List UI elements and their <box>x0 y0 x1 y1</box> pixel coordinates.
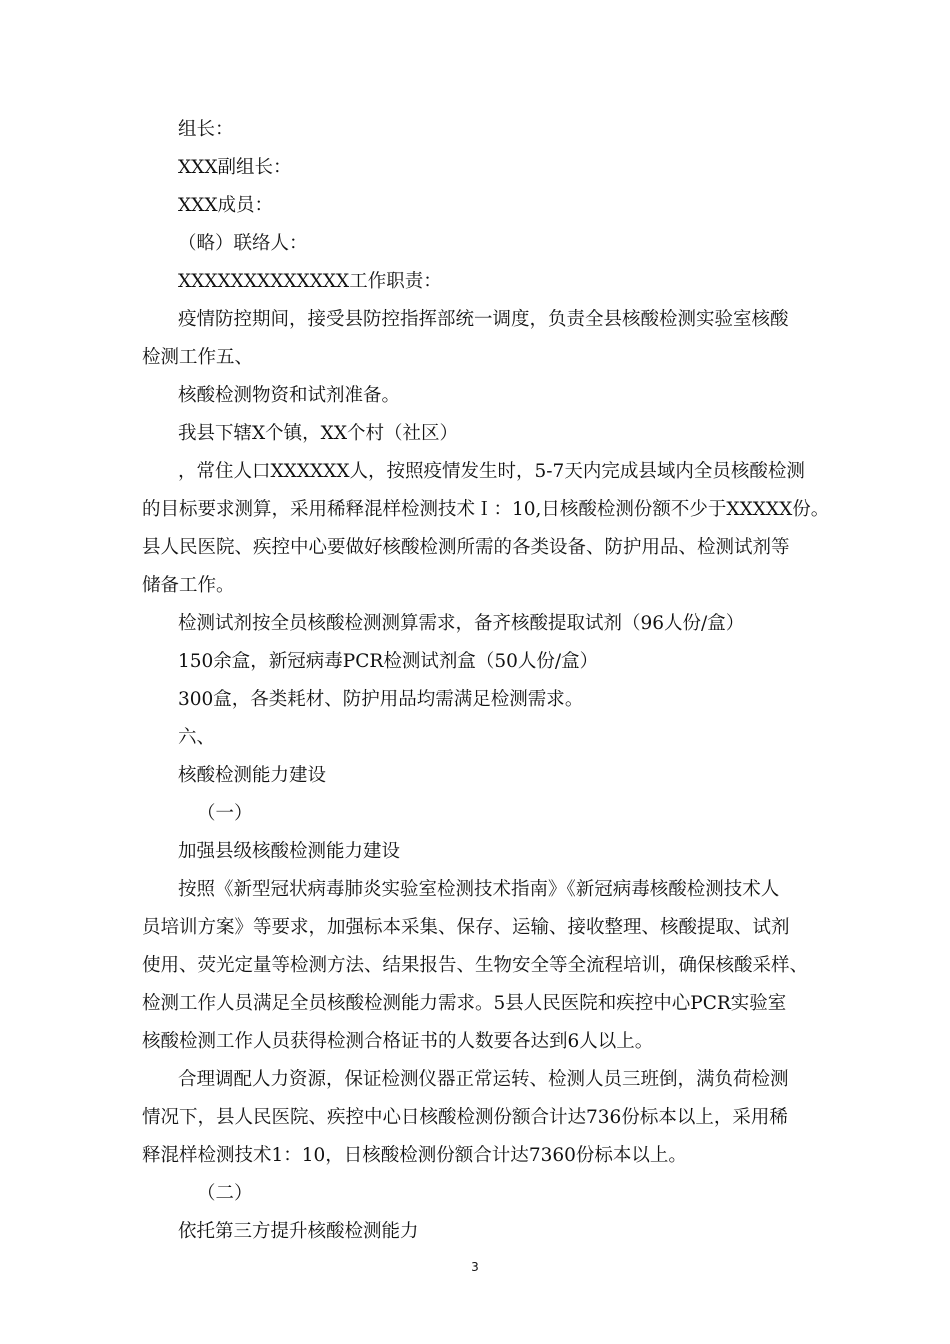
text-line: 核酸检测工作人员获得检测合格证书的人数要各达到6人以上。 <box>142 1031 654 1052</box>
text-line: 300盒，各类耗材、防护用品均需满足检测需求。 <box>178 689 584 710</box>
text-line: 的目标要求测算，采用稀释混样检测技术Ｉ：10,日核酸检测份额不少于XXXXX份。 <box>142 499 830 520</box>
subsection-number: （二） <box>197 1183 253 1204</box>
text-line: 检测试剂按全员核酸检测测算需求，备齐核酸提取试剂（96人份/盒） <box>178 613 745 634</box>
text-line: 县人民医院、疾控中心要做好核酸检测所需的各类设备、防护用品、检测试剂等 <box>142 537 790 558</box>
text-line: 按照《新型冠状病毒肺炎实验室检测技术指南》《新冠病毒核酸检测技术人 <box>178 879 780 900</box>
text-line: 检测工作人员满足全员核酸检测能力需求。5县人民医院和疾控中心PCR实验室 <box>142 993 787 1014</box>
text-line: 150余盒，新冠病毒PCR检测试剂盒（50人份/盒） <box>178 651 599 672</box>
text-line: 使用、荧光定量等检测方法、结果报告、生物安全等全流程培训，确保核酸采样、 <box>142 955 809 976</box>
text-line: 核酸检测物资和试剂准备。 <box>178 385 401 406</box>
subsection-heading: 依托第三方提升核酸检测能力 <box>178 1221 419 1242</box>
text-line: 储备工作。 <box>142 575 235 596</box>
text-line: 情况下，县人民医院、疾控中心日核酸检测份额合计达736份标本以上，采用稀 <box>142 1107 788 1128</box>
text-line: ，常住人口XXXXXX人，按照疫情发生时，5-7天内完成县域内全员核酸检测 <box>178 461 805 482</box>
text-line: XXX副组长： <box>178 157 292 178</box>
page-number: 3 <box>471 1260 479 1274</box>
text-line: 检测工作五、 <box>142 347 254 368</box>
text-line: （略）联络人： <box>178 233 308 254</box>
subsection-heading: 加强县级核酸检测能力建设 <box>178 841 401 862</box>
text-line: 员培训方案》等要求，加强标本采集、保存、运输、接收整理、核酸提取、试剂 <box>142 917 790 938</box>
text-line: 我县下辖X个镇，XX个村（社区） <box>178 423 459 444</box>
text-line: 组长： <box>178 119 234 140</box>
section-heading: 六、 <box>178 727 216 748</box>
text-line: 释混样检测技术1：10，日核酸检测份额合计达7360份标本以上。 <box>142 1145 687 1166</box>
text-line: XXXXXXXXXXXXX工作职责： <box>178 271 442 292</box>
section-heading: 核酸检测能力建设 <box>178 765 327 786</box>
text-line: 合理调配人力资源，保证检测仪器正常运转、检测人员三班倒，满负荷检测 <box>178 1069 789 1090</box>
text-line: XXX成员： <box>178 195 274 216</box>
text-line: 疫情防控期间，接受县防控指挥部统一调度，负责全县核酸检测实验室核酸 <box>178 309 789 330</box>
subsection-number: （一） <box>197 803 253 824</box>
